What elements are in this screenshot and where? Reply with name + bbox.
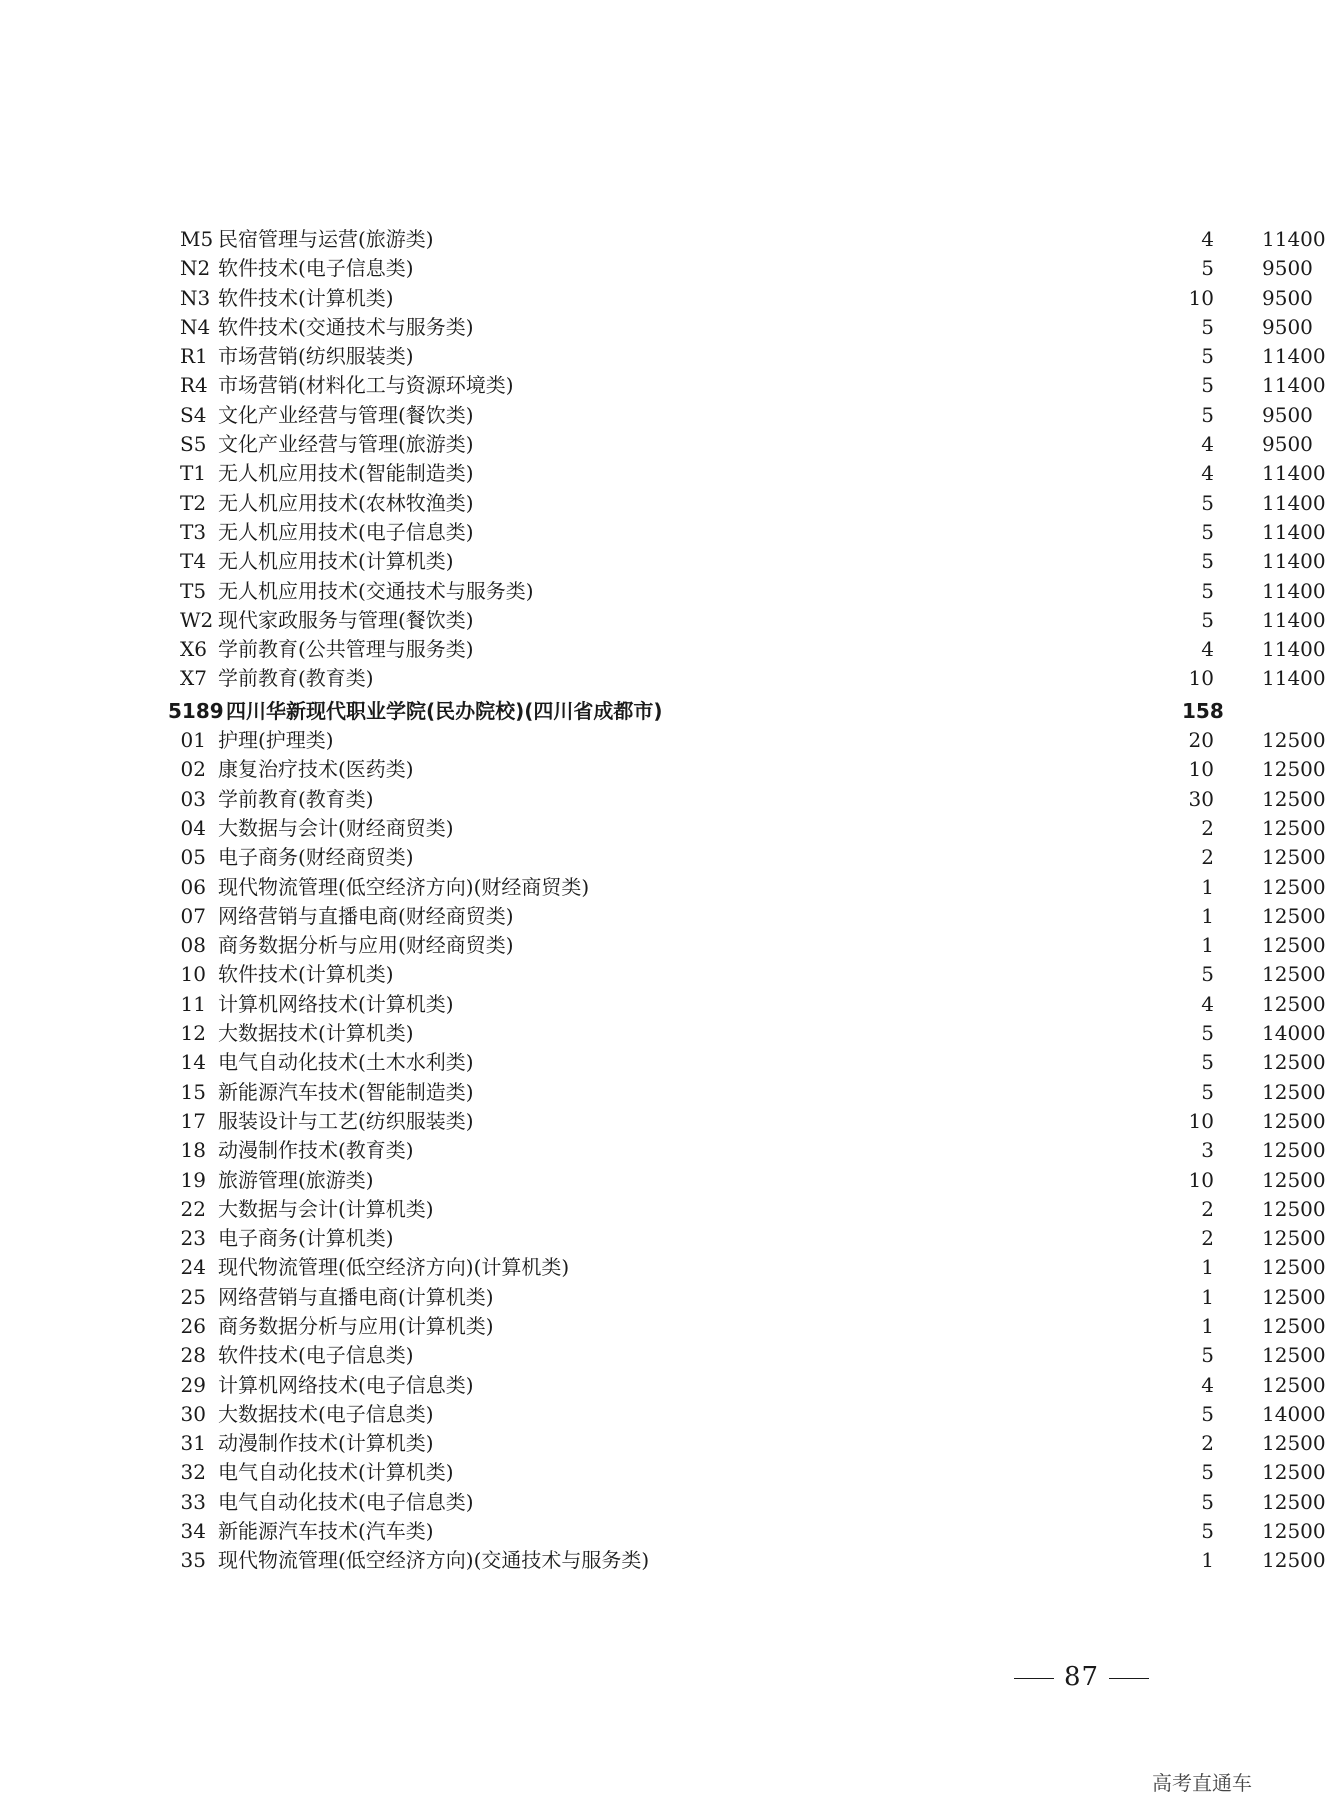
program-code: 10 [180, 962, 206, 987]
program-fee: 12500 [1262, 1313, 1326, 1338]
program-fee: 12500 [1262, 1108, 1326, 1133]
program-fee: 11400 [1262, 227, 1326, 251]
program-code: 29 [180, 1372, 206, 1397]
program-code: N3 [180, 285, 211, 310]
program-code: 01 [180, 728, 206, 753]
program-code: 18 [180, 1138, 206, 1163]
program-count: 1 [1201, 1548, 1214, 1573]
program-row [180, 401, 1313, 430]
program-row [180, 1078, 1326, 1107]
program-row [180, 1224, 1326, 1253]
program-fee: 12500 [1262, 1284, 1326, 1309]
program-count: 2 [1201, 1196, 1214, 1221]
program-row [180, 606, 1326, 635]
program-count: 5 [1201, 373, 1214, 398]
program-name: 电子商务(计算机类) [218, 1226, 394, 1251]
program-row [180, 1107, 1326, 1136]
program-name: 大数据技术(计算机类) [218, 1021, 414, 1046]
program-row [180, 1195, 1326, 1224]
program-count: 5 [1201, 1343, 1214, 1368]
program-code: X7 [180, 666, 207, 691]
program-fee: 11400 [1262, 461, 1326, 486]
program-count: 20 [1188, 728, 1214, 753]
program-fee: 11400 [1262, 666, 1326, 691]
program-code: 11 [180, 991, 206, 1016]
program-row [180, 1166, 1326, 1195]
program-row [180, 254, 1313, 283]
program-count: 5 [1201, 490, 1214, 515]
program-count: 5 [1201, 1401, 1214, 1426]
program-code: T4 [180, 549, 207, 574]
program-list-section-1 [180, 225, 1326, 694]
program-count: 5 [1201, 578, 1214, 603]
program-code: T5 [180, 578, 207, 603]
program-code: N2 [180, 256, 211, 281]
program-code: 25 [180, 1284, 206, 1309]
program-count: 5 [1201, 1519, 1214, 1544]
program-fee: 9500 [1262, 314, 1313, 339]
program-fee: 12500 [1262, 1460, 1326, 1485]
program-count: 5 [1201, 1489, 1214, 1514]
program-code: 22 [180, 1196, 206, 1221]
program-row [180, 1048, 1326, 1077]
program-count: 4 [1201, 1372, 1214, 1397]
program-fee: 12500 [1262, 1196, 1326, 1221]
program-code: 04 [180, 815, 206, 840]
program-code: N4 [180, 314, 211, 339]
program-name: 软件技术(电子信息类) [218, 1343, 414, 1368]
program-count: 5 [1201, 256, 1214, 281]
program-code: 17 [180, 1108, 206, 1133]
program-name: 学前教育(教育类) [218, 666, 374, 691]
program-name: 大数据与会计(计算机类) [218, 1196, 434, 1221]
program-name: 新能源汽车技术(智能制造类) [218, 1079, 474, 1104]
program-row [180, 1488, 1326, 1517]
program-code: T1 [180, 461, 207, 486]
program-fee: 14000 [1262, 1021, 1326, 1046]
program-code: 06 [180, 874, 206, 899]
program-count: 4 [1201, 432, 1214, 457]
program-fee: 12500 [1262, 1226, 1326, 1251]
program-fee: 12500 [1262, 786, 1326, 811]
program-row [180, 960, 1326, 989]
program-count: 4 [1201, 227, 1214, 251]
program-row [180, 547, 1326, 576]
program-name: 计算机网络技术(计算机类) [218, 991, 454, 1016]
program-row [180, 785, 1326, 814]
program-code: 26 [180, 1313, 206, 1338]
program-count: 10 [1188, 285, 1214, 310]
program-row [180, 225, 1326, 254]
program-row [180, 664, 1326, 693]
program-count: 5 [1201, 1460, 1214, 1485]
program-row [180, 1517, 1326, 1546]
program-code: R1 [180, 344, 208, 369]
program-list-section-2 [180, 726, 1326, 1576]
program-count: 5 [1201, 1079, 1214, 1104]
program-row [180, 1283, 1326, 1312]
program-code: 23 [180, 1226, 206, 1251]
school-code: 5189 [168, 698, 224, 723]
program-name: 新能源汽车技术(汽车类) [218, 1519, 434, 1544]
program-name: 网络营销与直播电商(财经商贸类) [218, 903, 514, 928]
program-row [180, 577, 1326, 606]
program-fee: 12500 [1262, 903, 1326, 928]
program-name: 计算机网络技术(电子信息类) [218, 1372, 474, 1397]
program-code: R4 [180, 373, 208, 398]
program-name: 动漫制作技术(计算机类) [218, 1431, 434, 1456]
program-fee: 12500 [1262, 815, 1326, 840]
program-row [180, 755, 1326, 784]
program-row [180, 342, 1326, 371]
program-row [180, 1546, 1326, 1575]
program-fee: 12500 [1262, 1343, 1326, 1368]
program-code: 30 [180, 1401, 206, 1426]
program-count: 3 [1201, 1138, 1214, 1163]
program-count: 1 [1201, 1284, 1214, 1309]
program-code: X6 [180, 637, 207, 662]
program-count: 4 [1201, 461, 1214, 486]
program-fee: 9500 [1262, 256, 1313, 281]
program-row [180, 1400, 1326, 1429]
program-row [180, 1341, 1326, 1370]
program-name: 市场营销(材料化工与资源环境类) [218, 373, 514, 398]
program-fee: 11400 [1262, 373, 1326, 398]
program-name: 学前教育(公共管理与服务类) [218, 637, 474, 662]
program-row [180, 1429, 1326, 1458]
program-name: 软件技术(电子信息类) [218, 256, 414, 281]
program-count: 1 [1201, 903, 1214, 928]
program-name: 文化产业经营与管理(餐饮类) [218, 402, 474, 427]
program-count: 1 [1201, 1313, 1214, 1338]
program-code: S4 [180, 402, 207, 427]
program-count: 10 [1188, 757, 1214, 782]
program-listing [168, 225, 1326, 1576]
program-count: 1 [1201, 1255, 1214, 1280]
program-name: 电子商务(财经商贸类) [218, 845, 414, 870]
program-name: 电气自动化技术(土木水利类) [218, 1050, 474, 1075]
program-name: 现代物流管理(低空经济方向)(财经商贸类) [218, 874, 590, 899]
program-name: 民宿管理与运营(旅游类) [218, 227, 434, 251]
program-row [180, 726, 1326, 755]
program-fee: 12500 [1262, 1138, 1326, 1163]
watermark: 高考直通车 [1152, 1771, 1252, 1795]
program-name: 现代家政服务与管理(餐饮类) [218, 607, 474, 632]
program-fee: 11400 [1262, 637, 1326, 662]
program-row [180, 1312, 1326, 1341]
school-name: 四川华新现代职业学院(民办院校)(四川省成都市) [226, 698, 663, 723]
program-count: 5 [1201, 1050, 1214, 1075]
program-code: 08 [180, 933, 206, 958]
program-count: 5 [1201, 519, 1214, 544]
program-name: 旅游管理(旅游类) [218, 1167, 374, 1192]
program-code: 32 [180, 1460, 206, 1485]
program-fee: 11400 [1262, 578, 1326, 603]
program-fee: 12500 [1262, 1255, 1326, 1280]
program-code: 03 [180, 786, 206, 811]
program-count: 2 [1201, 1431, 1214, 1456]
dash-right [1109, 1678, 1149, 1679]
program-count: 5 [1201, 549, 1214, 574]
program-count: 4 [1201, 637, 1214, 662]
program-fee: 9500 [1262, 402, 1313, 427]
program-fee: 12500 [1262, 1431, 1326, 1456]
program-count: 30 [1188, 786, 1214, 811]
program-count: 5 [1201, 962, 1214, 987]
program-name: 无人机应用技术(电子信息类) [218, 519, 474, 544]
program-name: 大数据技术(电子信息类) [218, 1401, 434, 1426]
program-row [180, 371, 1326, 400]
program-name: 学前教育(教育类) [218, 786, 374, 811]
program-fee: 12500 [1262, 845, 1326, 870]
program-code: 24 [180, 1255, 206, 1280]
school-total: 158 [1182, 698, 1224, 723]
program-row [180, 518, 1326, 547]
program-fee: 11400 [1262, 549, 1326, 574]
program-count: 2 [1201, 845, 1214, 870]
program-fee: 12500 [1262, 1548, 1326, 1573]
program-fee: 12500 [1262, 1519, 1326, 1544]
program-name: 无人机应用技术(计算机类) [218, 549, 454, 574]
program-row [180, 902, 1326, 931]
program-fee: 11400 [1262, 344, 1326, 369]
program-fee: 12500 [1262, 1079, 1326, 1104]
program-count: 10 [1188, 666, 1214, 691]
program-name: 现代物流管理(低空经济方向)(交通技术与服务类) [218, 1548, 650, 1573]
page-number-value: 87 [1064, 1662, 1100, 1692]
program-code: 28 [180, 1343, 206, 1368]
program-row [180, 1458, 1326, 1487]
program-row [180, 990, 1326, 1019]
program-code: 15 [180, 1079, 206, 1104]
program-count: 2 [1201, 815, 1214, 840]
program-code: 14 [180, 1050, 206, 1075]
program-fee: 12500 [1262, 1050, 1326, 1075]
program-name: 动漫制作技术(教育类) [218, 1138, 414, 1163]
program-row [180, 843, 1326, 872]
program-name: 无人机应用技术(农林牧渔类) [218, 490, 474, 515]
program-count: 1 [1201, 933, 1214, 958]
program-code: S5 [180, 432, 207, 457]
program-count: 10 [1188, 1108, 1214, 1133]
program-row [180, 1253, 1326, 1282]
program-code: 12 [180, 1021, 206, 1046]
program-fee: 12500 [1262, 1372, 1326, 1397]
program-code: 05 [180, 845, 206, 870]
program-code: 34 [180, 1519, 206, 1544]
program-fee: 11400 [1262, 607, 1326, 632]
program-row [180, 459, 1326, 488]
program-count: 5 [1201, 607, 1214, 632]
program-row [180, 489, 1326, 518]
program-count: 5 [1201, 402, 1214, 427]
program-name: 商务数据分析与应用(财经商贸类) [218, 933, 514, 958]
program-name: 软件技术(计算机类) [218, 285, 394, 310]
program-row [180, 1019, 1326, 1048]
program-code: 31 [180, 1431, 206, 1456]
program-code: 02 [180, 757, 206, 782]
program-name: 商务数据分析与应用(计算机类) [218, 1313, 494, 1338]
program-code: 07 [180, 903, 206, 928]
program-row [180, 430, 1313, 459]
program-fee: 14000 [1262, 1401, 1326, 1426]
program-fee: 12500 [1262, 991, 1326, 1016]
program-row [180, 1136, 1326, 1165]
program-row [180, 873, 1326, 902]
program-fee: 12500 [1262, 874, 1326, 899]
program-name: 文化产业经营与管理(旅游类) [218, 432, 474, 457]
program-code: 19 [180, 1167, 206, 1192]
program-name: 现代物流管理(低空经济方向)(计算机类) [218, 1255, 570, 1280]
program-name: 电气自动化技术(电子信息类) [218, 1489, 474, 1514]
program-name: 无人机应用技术(交通技术与服务类) [218, 578, 534, 603]
program-row [180, 635, 1326, 664]
program-row [180, 284, 1313, 313]
program-name: 软件技术(交通技术与服务类) [218, 314, 474, 339]
program-name: 康复治疗技术(医药类) [218, 757, 414, 782]
program-fee: 12500 [1262, 1167, 1326, 1192]
program-code: T3 [180, 519, 207, 544]
program-name: 服装设计与工艺(纺织服装类) [218, 1108, 474, 1133]
program-name: 无人机应用技术(智能制造类) [218, 461, 474, 486]
program-code: 35 [180, 1548, 206, 1573]
program-fee: 12500 [1262, 962, 1326, 987]
program-code: 33 [180, 1489, 206, 1514]
program-code: W2 [180, 607, 214, 632]
program-row [180, 313, 1313, 342]
program-row [180, 814, 1326, 843]
program-name: 护理(护理类) [218, 728, 334, 753]
program-fee: 9500 [1262, 432, 1313, 457]
program-name: 电气自动化技术(计算机类) [218, 1460, 454, 1485]
program-count: 10 [1188, 1167, 1214, 1192]
program-count: 5 [1201, 1021, 1214, 1046]
program-fee: 12500 [1262, 757, 1326, 782]
program-fee: 11400 [1262, 519, 1326, 544]
program-name: 大数据与会计(财经商贸类) [218, 815, 454, 840]
program-name: 软件技术(计算机类) [218, 962, 394, 987]
program-count: 5 [1201, 344, 1214, 369]
program-fee: 12500 [1262, 728, 1326, 753]
program-name: 网络营销与直播电商(计算机类) [218, 1284, 494, 1309]
program-count: 2 [1201, 1226, 1214, 1251]
program-row [180, 1371, 1326, 1400]
program-code: T2 [180, 490, 207, 515]
program-code: M5 [180, 227, 214, 251]
program-fee: 11400 [1262, 490, 1326, 515]
program-row [180, 931, 1326, 960]
program-fee: 12500 [1262, 933, 1326, 958]
program-name: 市场营销(纺织服装类) [218, 344, 414, 369]
program-fee: 9500 [1262, 285, 1313, 310]
school-header [168, 697, 1224, 726]
program-count: 1 [1201, 874, 1214, 899]
program-fee: 12500 [1262, 1489, 1326, 1514]
page-number [1004, 1662, 1159, 1692]
program-count: 5 [1201, 314, 1214, 339]
program-count: 4 [1201, 991, 1214, 1016]
dash-left [1014, 1678, 1054, 1679]
